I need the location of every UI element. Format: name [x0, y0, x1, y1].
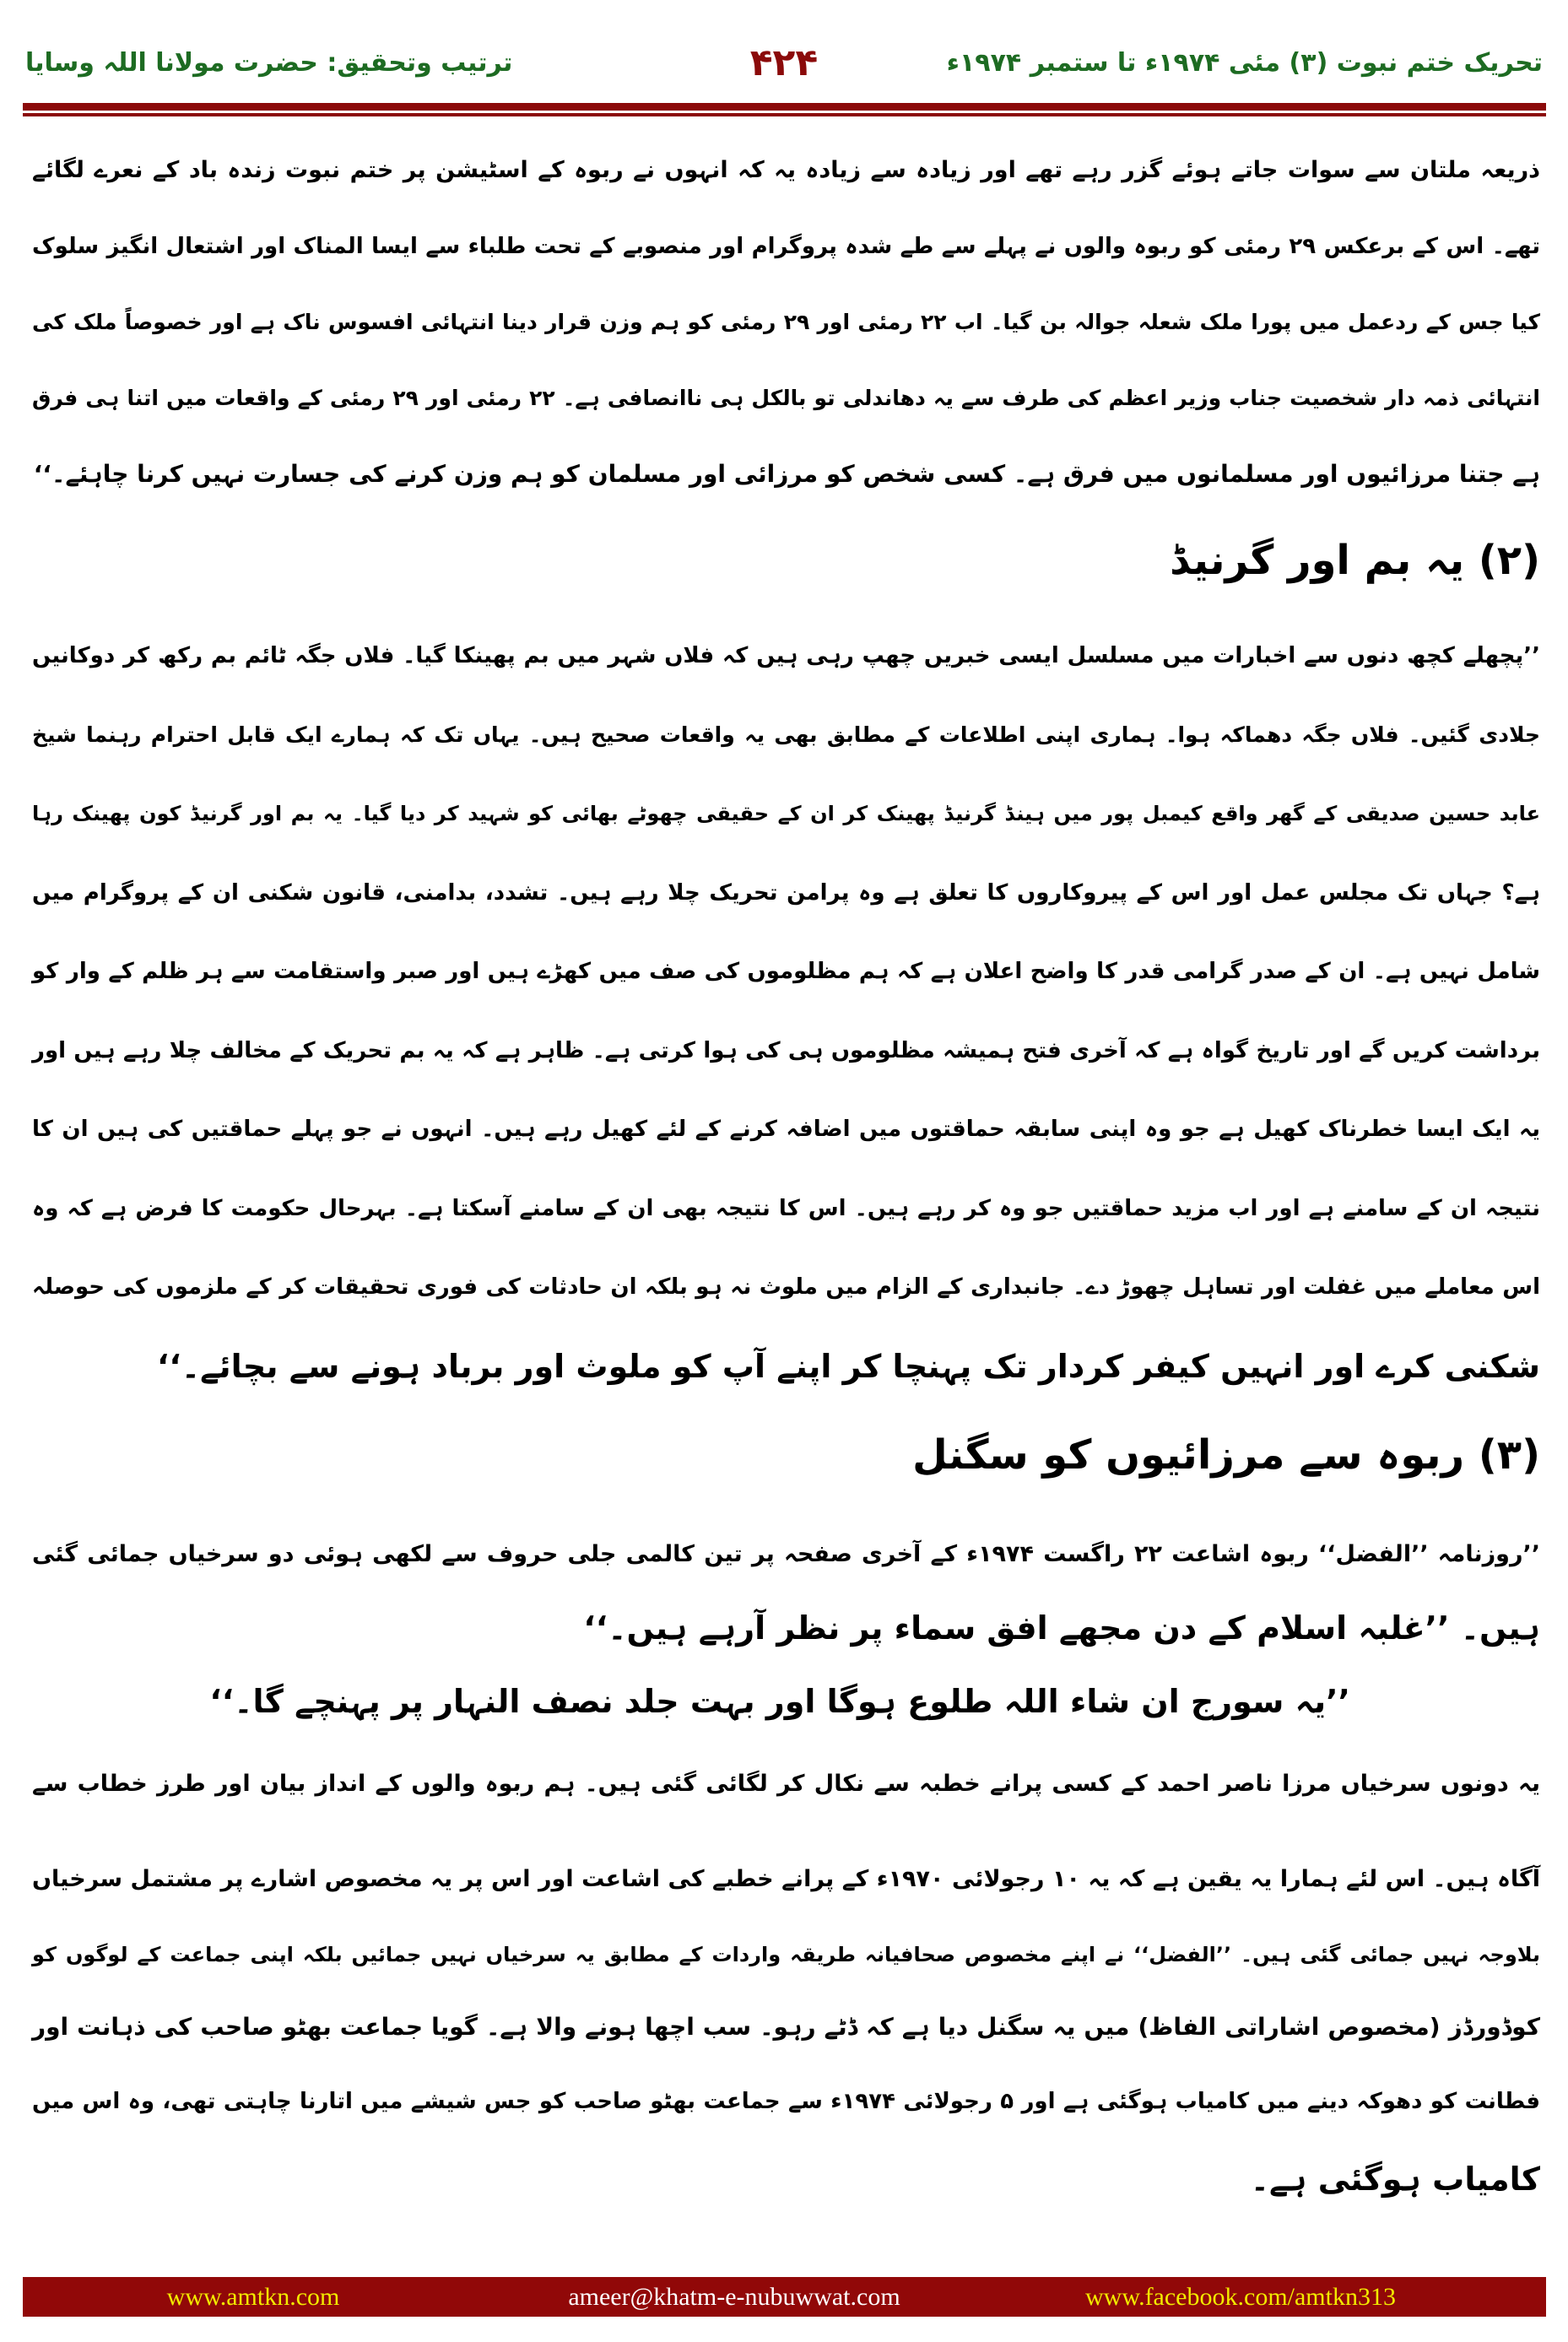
paragraph-line: کوڈورڈز (مخصوص اشاراتی الفاظ) میں یہ سگنل دیا ہے کہ ڈٹے رہو۔ سب اچھا ہونے والا ہے۔ گویا جماعت بھٹو صاحب کی ذہانت اور [32, 2013, 1540, 2041]
paragraph-line: ذریعہ ملتان سے سوات جاتے ہوئے گزر رہے تھے اور زیادہ سے زیادہ یہ کہ انہوں نے ربوہ کے اسٹیشن پر ختم نبوت زندہ باد کے نعرے لگائے [32, 157, 1540, 183]
paragraph-line: ’’روزنامہ ’’الفضل‘‘ ربوہ اشاعت ۲۲ راگست ۱۹۷۴ء کے آخری صفحہ پر تین کالمی جلی حروف سے لکھی ہوئی دو سرخیاں جمائی گئی [32, 1541, 1541, 1567]
paragraph-line: نتیجہ ان کے سامنے ہے اور اب مزید حماقتیں جو وہ کر رہے ہیں۔ اس کا نتیجہ بھی ان کے سامنے آسکتا ہے۔ بہرحال حکومت کا فرض ہے کہ وہ [32, 1196, 1540, 1221]
facebook-link[interactable]: www.facebook.com/amtkn313 [1085, 2283, 1396, 2311]
section-heading: (۳) ربوہ سے مرزائیوں کو سگنل [912, 1431, 1540, 1479]
website-link[interactable]: www.amtkn.com [166, 2283, 340, 2311]
compiler-credit: ترتیب وتحقیق: حضرت مولانا اللہ وسایا [25, 48, 513, 78]
paragraph-line: شامل نہیں ہے۔ ان کے صدر گرامی قدر کا واضح اعلان ہے کہ ہم مظلوموں کی صف میں کھڑے ہیں اور صبر واستقامت سے ہر ظلم کے وار کو [32, 959, 1540, 984]
header-rule-thin [23, 113, 1546, 116]
paragraph-line: جلادی گئیں۔ فلاں جگہ دھماکہ ہوا۔ ہماری اپنی اطلاعات کے مطابق بھی یہ واقعات صحیح ہیں۔ یہاں تک کہ ہمارے ایک قابل احترام رہنما شیخ [32, 722, 1540, 747]
paragraph-line: کامیاب ہوگئی ہے۔ [1250, 2161, 1540, 2198]
page-number: ۴۲۴ [749, 41, 819, 84]
paragraph-line: ہے؟ جہاں تک مجلس عمل اور اس کے پیروکاروں کا تعلق ہے وہ پرامن تحریک چلا رہے ہیں۔ تشدد، بدامنی، قانون شکنی ان کے پروگرام میں [32, 880, 1540, 906]
paragraph-line: اس معاملے میں غفلت اور تساہل چھوڑ دے۔ جانبداری کے الزام میں ملوث نہ ہو بلکہ ان حادثات کی فوری تحقیقات کر کے ملزموں کی حوصلہ [32, 1274, 1540, 1300]
paragraph-line: یہ دونوں سرخیاں مرزا ناصر احمد کے کسی پرانے خطبہ سے نکال کر لگائی گئی ہیں۔ ہم ربوہ والوں کے انداز بیان اور طرز خطاب سے [32, 1771, 1540, 1797]
paragraph-line: یہ ایک ایسا خطرناک کھیل ہے جو وہ اپنی سابقہ حماقتوں میں اضافہ کرنے کے لئے کھیل رہے ہیں۔ انہوں نے جو پہلے حماقتیں کی ہیں ان کا [32, 1117, 1540, 1142]
paragraph-line: ہے جتنا مرزائیوں اور مسلمانوں میں فرق ہے۔ کسی شخص کو مرزائی اور مسلمان کو ہم وزن کرنے کی جسارت نہیں کرنا چاہئے۔‘‘ [33, 460, 1540, 488]
paragraph-line: فطانت کو دھوکہ دینے میں کامیاب ہوگئی ہے اور ۵ رجولائی ۱۹۷۴ء سے جماعت بھٹو صاحب کو جس شیشے میں اتارنا چاہتی تھی، وہ اس میں [32, 2089, 1540, 2114]
paragraph-line: ہیں۔ ’’غلبہ اسلام کے دن مجھے افق سماء پر نظر آرہے ہیں۔‘‘ [583, 1609, 1540, 1647]
paragraph-line: آگاہ ہیں۔ اس لئے ہمارا یہ یقین ہے کہ یہ ۱۰ رجولائی ۱۹۷۰ء کے پرانے خطبے کی اشاعت اور اس پر یہ مخصوص اشارے پر مشتمل سرخیاں [32, 1866, 1541, 1892]
header-rule-thick [23, 103, 1546, 111]
section-heading: (۲) یہ بم اور گرنیڈ [1170, 537, 1540, 584]
paragraph-line: عابد حسین صدیقی کے گھر واقع کیمبل پور میں ہینڈ گرنیڈ پھینک کر ان کے حقیقی چھوٹے بھائی کو شہید کر دیا گیا۔ یہ بم اور گرنیڈ کون پھینک رہا [32, 802, 1540, 825]
paragraph-line: برداشت کریں گے اور تاریخ گواہ ہے کہ آخری فتح ہمیشہ مظلوموں ہی کی ہوا کرتی ہے۔ ظاہر ہے کہ یہ بم تحریک کے مخالف چلا رہے ہیں اور [32, 1038, 1540, 1063]
paragraph-line: کیا جس کے ردعمل میں پورا ملک شعلہ جوالہ بن گیا۔ اب ۲۲ رمئی اور ۲۹ رمئی کو ہم وزن قرار دینا انتہائی افسوس ناک ہے اور خصوصاً ملک کی [32, 310, 1540, 334]
paragraph-line: شکنی کرے اور انہیں کیفر کردار تک پہنچا کر اپنے آپ کو ملوث اور برباد ہونے سے بچائے۔‘‘ [156, 1348, 1540, 1385]
paragraph-line: تھے۔ اس کے برعکس ۲۹ رمئی کو ربوہ والوں نے پہلے سے طے شدہ پروگرام اور منصوبے کے تحت طلباء سے ایسا المناک اور اشتعال انگیز سلوک [32, 234, 1540, 259]
email-link[interactable]: ameer@khatm-e-nubuwwat.com [568, 2283, 900, 2311]
paragraph-line: ’’پچھلے کچھ دنوں سے اخبارات میں مسلسل ایسی خبریں چھپ رہی ہیں کہ فلاں شہر میں بم پھینکا گیا۔ فلاں جگہ ٹائم بم رکھ کر دوکانیں [32, 643, 1540, 668]
quoted-headline: ’’یہ سورج ان شاء اللہ طلوع ہوگا اور بہت جلد نصف النہار پر پہنچے گا۔‘‘ [209, 1683, 1350, 1720]
paragraph-line: انتہائی ذمہ دار شخصیت جناب وزیر اعظم کی طرف سے یہ دھاندلی تو بالکل ہی ناانصافی ہے۔ ۲۲ رمئی اور ۲۹ رمئی کے واقعات میں اتنا ہی فرق [32, 386, 1540, 410]
paragraph-line: بلاوجہ نہیں جمائی گئی ہیں۔ ’’الفضل‘‘ نے اپنے مخصوص صحافیانہ طریقہ واردات کے مطابق یہ سرخیاں نہیں جمائیں بلکہ اپنی جماعت کے لوگوں کو [32, 1943, 1540, 1966]
footer-bar [23, 2277, 1546, 2317]
book-title: تحریک ختم نبوت (۳) مئی ۱۹۷۴ء تا ستمبر ۱۹۷۴ء [946, 48, 1543, 78]
